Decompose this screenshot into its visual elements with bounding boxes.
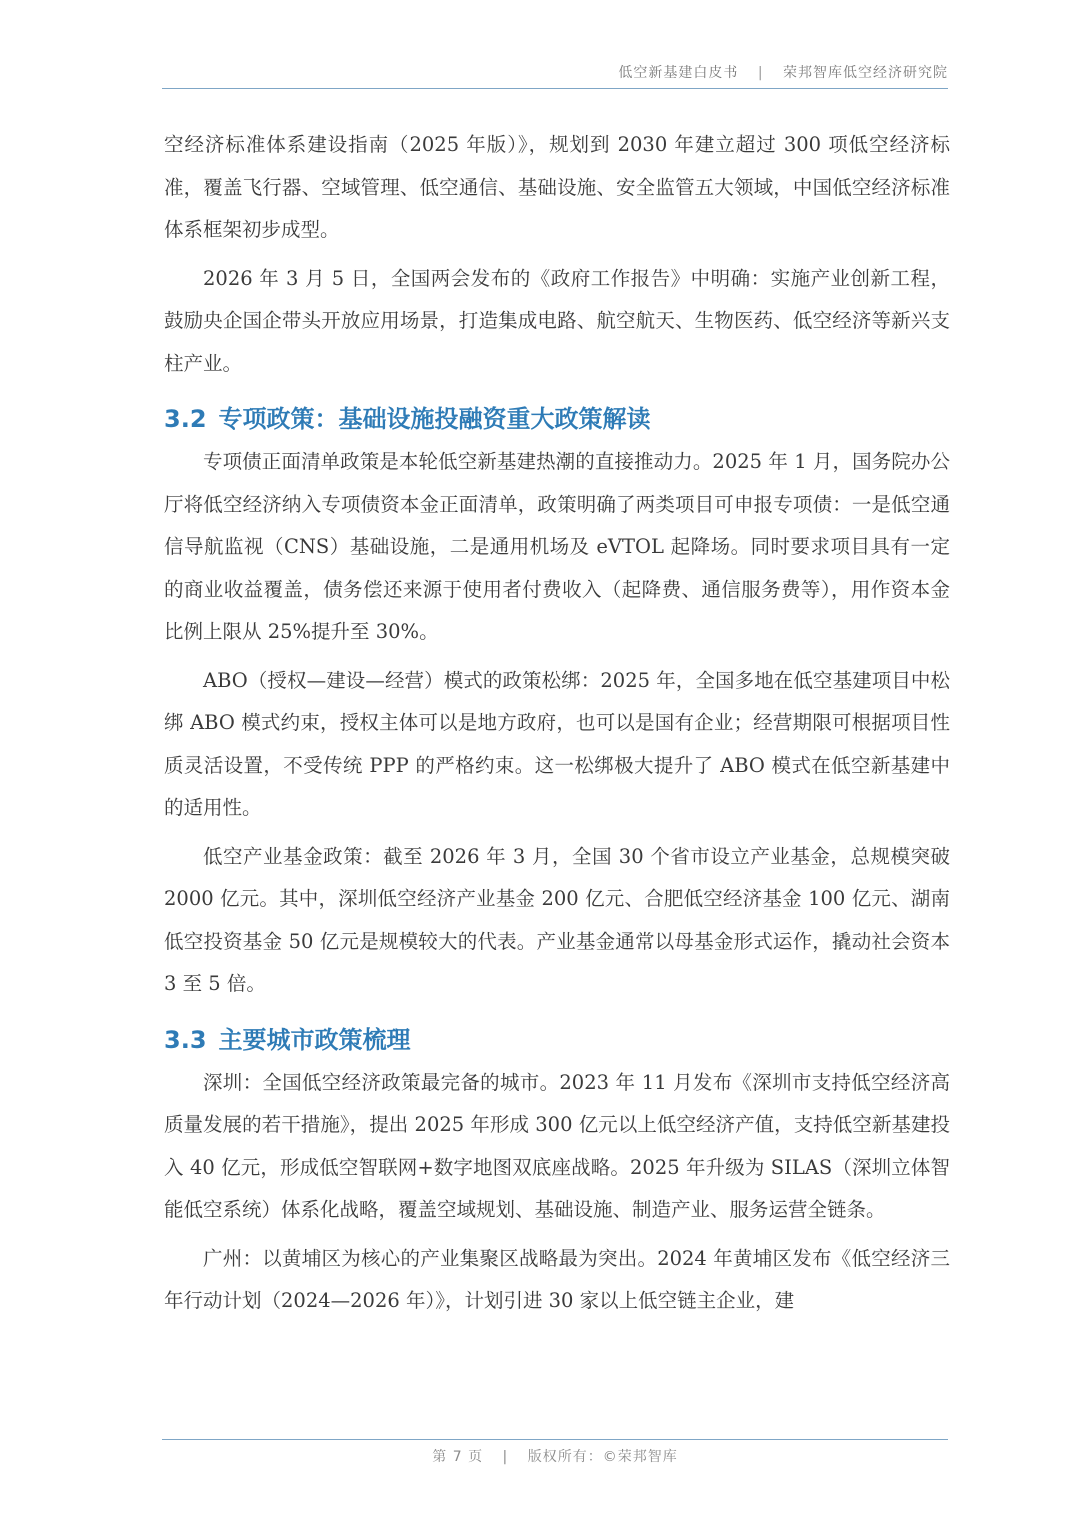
paragraph-shenzhen: 深圳：全国低空经济政策最完备的城市。2023 年 11 月发布《深圳市支持低空经济高质量发展的若干措施》，提出 2025 年形成 300 亿元以上低空经济产值，支持低空新基建投入 40 亿元，形成低空智联网+数字地图双底座战略。2025 年升级为 SILAS（深圳立体智能低空系统）体系化战略，覆盖空域规划、基础设施、制造产业、服务运营全链条。 xyxy=(164,1070,950,1221)
header-separator: | xyxy=(757,65,764,81)
section-number: 3.2 xyxy=(164,405,207,433)
paragraph-standards-continued: 空经济标准体系建设指南（2025 年版）》，规划到 2030 年建立超过 300 项低空经济标准，覆盖飞行器、空域管理、低空通信、基础设施、安全监管五大领域，中国低空经济标准体系框架初步成型。 xyxy=(164,133,950,241)
page-footer xyxy=(162,1446,948,1466)
header-doc-title: 低空新基建白皮书 xyxy=(618,65,739,81)
header-org-name: 荣邦智库低空经济研究院 xyxy=(783,65,948,81)
page-header xyxy=(162,62,948,88)
copyright-notice: 版权所有：©荣邦智库 xyxy=(527,1449,678,1465)
section-title-text: 专项政策：基础设施投融资重大政策解读 xyxy=(218,405,651,433)
section-heading-3-2 xyxy=(164,397,950,441)
paragraph-industry-funds: 低空产业基金政策：截至 2026 年 3 月，全国 30 个省市设立产业基金，总规模突破 2000 亿元。其中，深圳低空经济产业基金 200 亿元、合肥低空经济基金 100 亿元、湖南低空投资基金 50 亿元是规模较大的代表。产业基金通常以母基金形式运作，撬动社会资本 3 至 5 倍。 xyxy=(164,844,950,995)
paragraph-special-bonds: 专项债正面清单政策是本轮低空新基建热潮的直接推动力。2025 年 1 月，国务院办公厅将低空经济纳入专项债资本金正面清单，政策明确了两类项目可申报专项债：一是低空通信导航监视（CNS）基础设施，二是通用机场及 eVTOL 起降场。同时要求项目具有一定的商业收益覆盖，债务偿还来源于使用者付费收入（起降费、通信服务费等），用作资本金比例上限从 25%提升至 30%。 xyxy=(164,450,950,643)
section-title-text: 主要城市政策梳理 xyxy=(218,1025,411,1054)
section-heading-3-3 xyxy=(164,1018,950,1062)
section-number: 3.3 xyxy=(164,1025,207,1054)
page-content xyxy=(164,124,950,1329)
footer-rule xyxy=(162,1439,948,1440)
page-number: 第 7 页 xyxy=(432,1449,484,1465)
footer-separator: | xyxy=(502,1449,509,1465)
header-rule xyxy=(162,88,948,89)
paragraph-government-report: 2026 年 3 月 5 日，全国两会发布的《政府工作报告》中明确：实施产业创新工程，鼓励央企国企带头开放应用场景，打造集成电路、航空航天、生物医药、低空经济等新兴支柱产业。 xyxy=(164,266,950,375)
paragraph-abo-model: ABO（授权—建设—经营）模式的政策松绑：2025 年，全国多地在低空基建项目中松绑 ABO 模式约束，授权主体可以是地方政府，也可以是国有企业；经营期限可根据项目性质灵活设置，不受传统 PPP 的严格约束。这一松绑极大提升了 ABO 模式在低空新基建中的适用性。 xyxy=(164,668,950,819)
paragraph-guangzhou: 广州：以黄埔区为核心的产业集聚区战略最为突出。2024 年黄埔区发布《低空经济三年行动计划（2024—2026 年）》，计划引进 30 家以上低空链主企业，建 xyxy=(164,1246,950,1312)
